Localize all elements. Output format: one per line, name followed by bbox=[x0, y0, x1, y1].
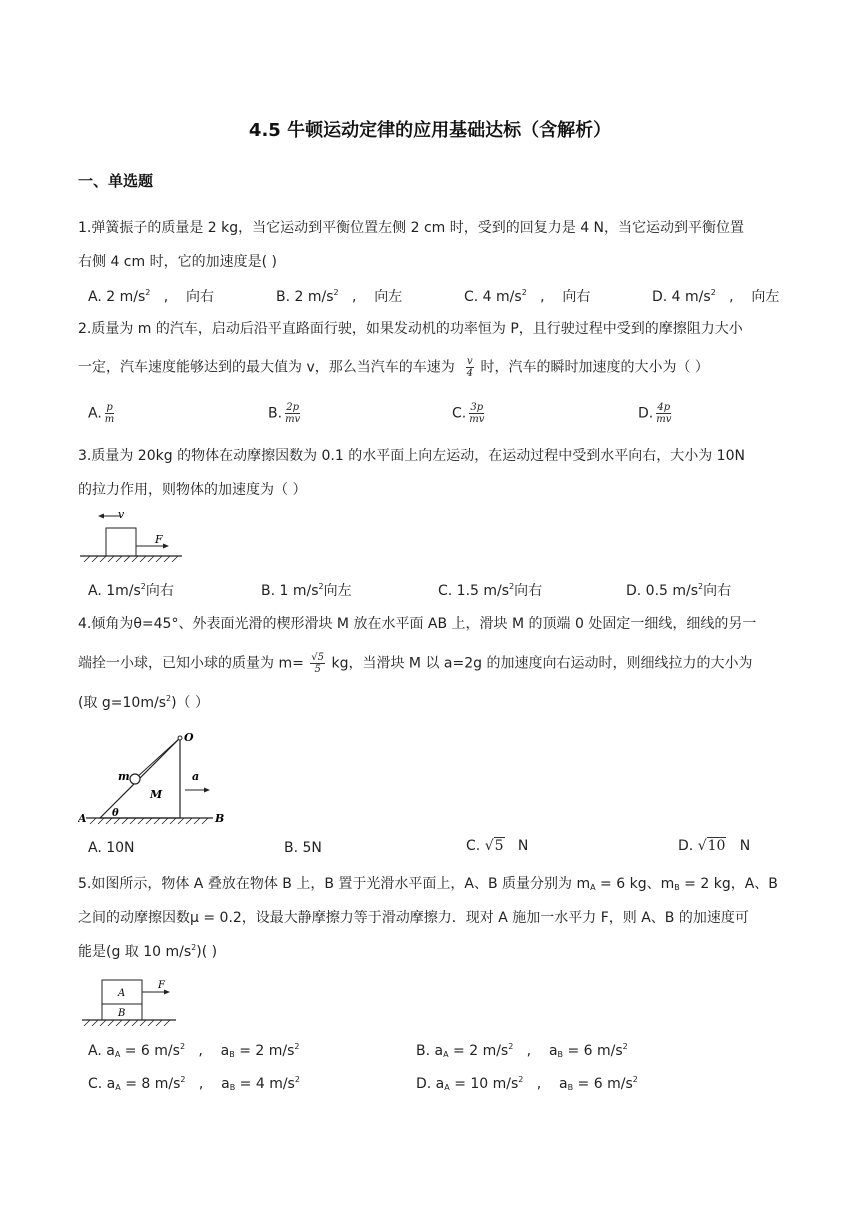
svg-text:B: B bbox=[118, 1008, 126, 1019]
q5-option-a[interactable]: A. $a_A = 6$ $m/s^2$ , $a_B = 2$ $m/s^2$ bbox=[88, 1042, 300, 1059]
svg-text:a: a bbox=[192, 770, 200, 783]
q4-option-b[interactable]: B. 5N bbox=[284, 840, 322, 856]
q2-option-c[interactable]: C. $\frac{3p}{mv}$ bbox=[452, 402, 485, 425]
q4-option-a[interactable]: A. 10N bbox=[88, 840, 135, 856]
q4-option-c[interactable]: C. √5 N bbox=[466, 838, 529, 854]
q2-option-b[interactable]: B. $\frac{2p}{mv}$ bbox=[268, 402, 301, 425]
q3-line2: 的拉力作用，则物体的加速度为（ ） bbox=[78, 482, 307, 498]
svg-text:B: B bbox=[215, 812, 225, 825]
svg-text:θ: θ bbox=[112, 808, 119, 819]
q3-line1: 3.质量为 20kg 的物体在动摩擦因数为 0.1 的水平面上向左运动，在运动过程中受到水平向右，大小为 10N bbox=[78, 448, 745, 464]
svg-text:A: A bbox=[78, 812, 87, 825]
q1-option-d[interactable]: D. 4 $m/s^2$ , 向左 bbox=[652, 288, 780, 305]
q2-line1: 2.质量为 m 的汽车，启动后沿平直路面行驶，如果发动机的功率恒为 P，且行驶过程中受到的摩擦阻力大小 bbox=[78, 321, 743, 337]
section-heading: 一、单选题 bbox=[78, 172, 154, 190]
q3-fig-F: F bbox=[155, 533, 163, 546]
q5-line3: 能是(g 取 10 $m/s^2$)( ) bbox=[78, 943, 218, 960]
q2-option-a[interactable]: A. $\frac{p}{m}$ bbox=[88, 402, 115, 425]
q5-option-d[interactable]: D. $a_A = 10$ $m/s^2$ , $a_B = 6$ $m/s^2$ bbox=[416, 1075, 638, 1092]
q5-stacked-blocks-figure bbox=[80, 976, 180, 1028]
svg-text:m: m bbox=[118, 770, 130, 783]
q1-option-c[interactable]: C. 4 $m/s^2$ , 向右 bbox=[464, 288, 591, 305]
q1-option-b[interactable]: B. 2 $m/s^2$ , 向左 bbox=[276, 288, 403, 305]
q5-option-b[interactable]: B. $a_A = 2$ $m/s^2$ , $a_B = 6$ $m/s^2$ bbox=[416, 1042, 628, 1059]
q4-option-d[interactable]: D. √10 N bbox=[678, 838, 751, 854]
q2-option-d[interactable]: D. $\frac{4p}{mv}$ bbox=[638, 402, 672, 425]
q3-option-d[interactable]: D. 0.5 $m/s^2$向右 bbox=[626, 582, 732, 599]
page-title: 4.5 牛顿运动定律的应用基础达标（含解析） bbox=[248, 120, 612, 141]
q1-line1: 1.弹簧振子的质量是 2 kg，当它运动到平衡位置左侧 2 cm 时，受到的回复力是 4 N，当它运动到平衡位置 bbox=[78, 220, 745, 236]
svg-text:O: O bbox=[184, 731, 194, 744]
q5-line2: 之间的动摩擦因数μ = 0.2，设最大静摩擦力等于滑动摩擦力．现对 A 施加一水平力 F，则 A、B 的加速度可 bbox=[78, 910, 749, 926]
q3-option-a[interactable]: A. $1m/s^2$向右 bbox=[88, 582, 174, 599]
q3-block-figure bbox=[80, 506, 184, 566]
q3-option-c[interactable]: C. 1.5 $m/s^2$向右 bbox=[438, 582, 543, 599]
q1-option-a[interactable]: A. 2 $m/s^2$ , 向右 bbox=[88, 288, 214, 305]
q4-mass-fraction: $\frac{√5}{5}$ bbox=[311, 652, 325, 675]
q4-wedge-figure bbox=[78, 728, 228, 828]
q5-option-c[interactable]: C. $a_A = 8$ $m/s^2$ , $a_B = 4$ $m/s^2$ bbox=[88, 1075, 300, 1092]
q4-line3: (取 $g=10m/s^2$)（ ） bbox=[78, 694, 210, 711]
q3-option-b[interactable]: B. 1 $m/s^2$向左 bbox=[261, 582, 352, 599]
q1-line2: 右侧 4 cm 时，它的加速度是( ) bbox=[78, 254, 277, 270]
q4-line2: 端拴一小球，已知小球的质量为 m= $\frac{√5}{5}$ kg，当滑块 M 以 a=2g 的加速度向右运动时，则细线拉力的大小为 bbox=[78, 652, 753, 675]
q5-line1: 5.如图所示，物体 A 叠放在物体 B 上，B 置于光滑水平面上，A、B 质量分别为 $m_A = 6$ kg、$m_B = 2$ kg，A、B bbox=[78, 876, 778, 892]
svg-text:M: M bbox=[150, 788, 163, 801]
q2-line2: 一定，汽车速度能够达到的最大值为 v，那么当汽车的车速为 $\frac{v}{4}$ 时，汽车的瞬时加速度的大小为（ ） bbox=[78, 356, 709, 379]
svg-text:F: F bbox=[158, 980, 165, 991]
q4-line1: 4.倾角为θ=45°、外表面光滑的楔形滑块 M 放在水平面 AB 上，滑块 M 的顶端 0 处固定一细线，细线的另一 bbox=[78, 616, 757, 632]
svg-text:A: A bbox=[118, 988, 126, 999]
q2-fraction: $\frac{v}{4}$ bbox=[466, 356, 474, 379]
q3-fig-v: v bbox=[118, 508, 125, 521]
